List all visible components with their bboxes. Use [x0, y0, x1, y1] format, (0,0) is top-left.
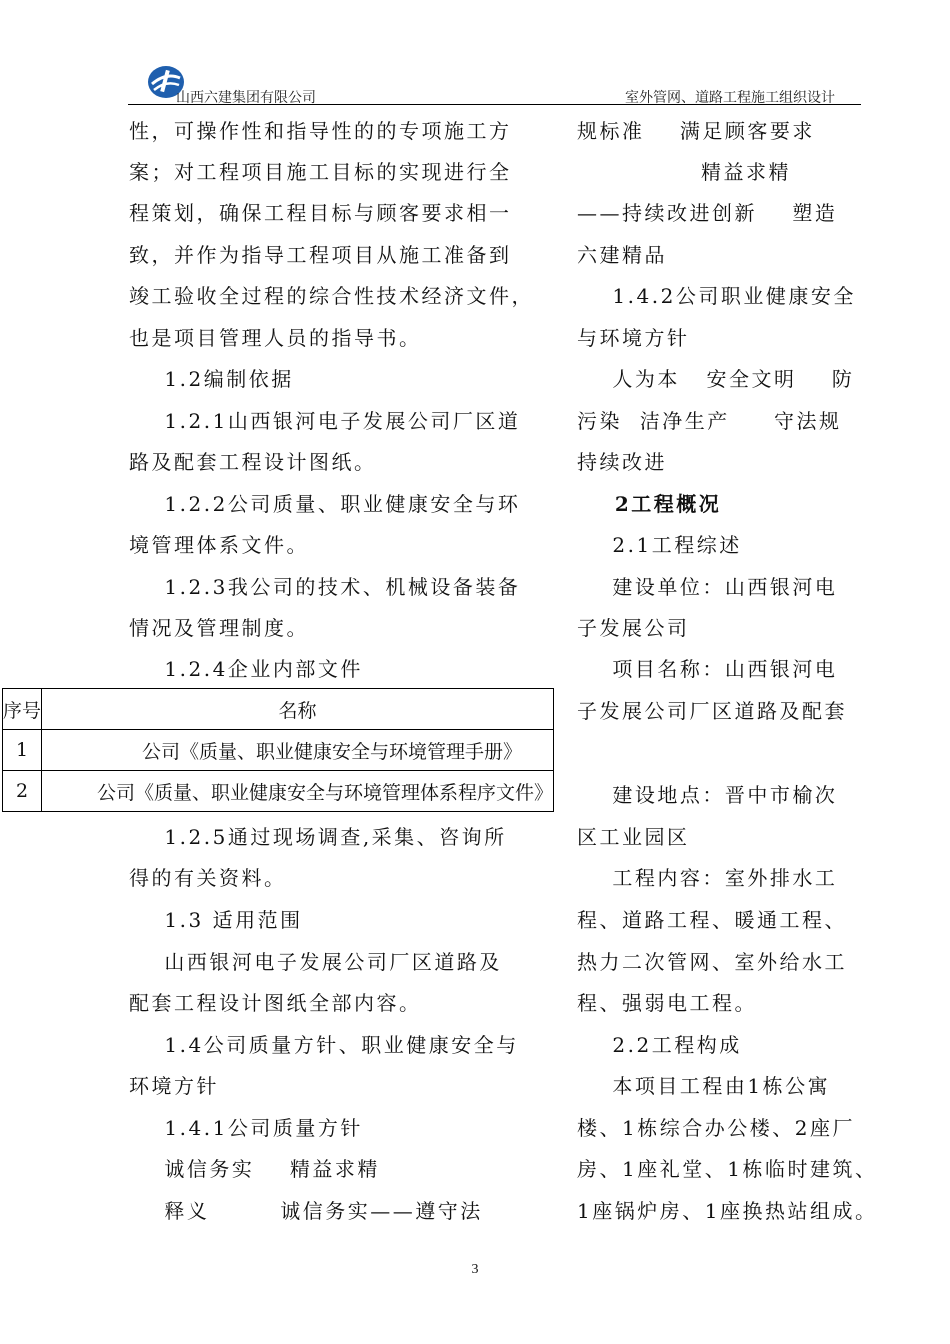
body-line: 1.2.1山西银河电子发展公司厂区道	[129, 409, 521, 433]
header-document-title: 室外管网、道路工程施工组织设计	[625, 90, 835, 106]
body-line: 1.2.3我公司的技术、机械设备装备	[129, 575, 521, 599]
table-cell: 2	[3, 771, 42, 812]
table-row	[3, 771, 554, 812]
body-line: 规标准 满足顾客要求	[577, 119, 815, 143]
body-line: 与环境方针	[577, 326, 690, 350]
table-cell: 公司《质量、职业健康安全与环境管理体系程序文件》	[42, 771, 554, 812]
body-line: 子发展公司	[577, 616, 690, 640]
body-line: 精益求精	[577, 160, 792, 184]
table-row	[3, 730, 554, 771]
table-cell: 公司《质量、职业健康安全与环境管理手册》	[42, 730, 554, 771]
body-line: 环境方针	[129, 1074, 219, 1098]
body-line: ——持续改进创新 塑造	[577, 201, 838, 225]
body-line: 房、1座礼堂、1栋临时建筑、	[577, 1157, 878, 1181]
body-line: 污染 洁净生产 守法规	[577, 409, 842, 433]
body-line: 1.2.5通过现场调查,采集、咨询所	[129, 825, 507, 849]
body-line: 热力二次管网、室外给水工	[577, 950, 847, 974]
header-divider	[128, 104, 861, 105]
table-cell: 1	[3, 730, 42, 771]
body-line: 致，并作为指导工程项目从施工准备到	[129, 243, 512, 267]
body-line: 1.4.2公司职业健康安全	[577, 284, 856, 308]
body-line: 1.2.4企业内部文件	[129, 657, 363, 681]
header-company-name: 山西六建集团有限公司	[176, 90, 316, 106]
body-line: 程、道路工程、暖通工程、	[577, 908, 847, 932]
body-line: 楼、1栋综合办公楼、2座厂	[577, 1116, 855, 1140]
body-line: 得的有关资料。	[129, 866, 287, 890]
body-line: 建设单位：山西银河电	[577, 575, 838, 599]
body-line: 1.4.1公司质量方针	[129, 1116, 363, 1140]
body-line: 1座锅炉房、1座换热站组成。	[577, 1199, 878, 1223]
page-number: 3	[471, 1262, 479, 1277]
body-line: 性，可操作性和指导性的的专项施工方	[129, 119, 512, 143]
body-line: 本项目工程由1栋公寓	[577, 1074, 831, 1098]
body-line: 项目名称：山西银河电	[577, 657, 838, 681]
body-line: 也是项目管理人员的指导书。	[129, 326, 422, 350]
body-line: 情况及管理制度。	[129, 616, 309, 640]
section-heading: 1.3 适用范围	[129, 908, 303, 932]
section-heading: 2.2工程构成	[577, 1033, 742, 1057]
internal-documents-table	[2, 688, 554, 812]
body-line: 程策划，确保工程目标与顾客要求相一	[129, 201, 512, 225]
body-line: 工程内容：室外排水工	[577, 866, 838, 890]
body-line: 诚信务实 精益求精	[129, 1157, 380, 1181]
body-line: 持续改进	[577, 450, 667, 474]
body-line: 境管理体系文件。	[129, 533, 309, 557]
body-line: 子发展公司厂区道路及配套	[577, 699, 847, 723]
body-line: 程、强弱电工程。	[577, 991, 757, 1015]
body-line: 释义 诚信务实——遵守法	[129, 1199, 483, 1223]
body-line: 1.4公司质量方针、职业健康安全与	[129, 1033, 519, 1057]
body-line: 区工业园区	[577, 825, 690, 849]
body-line: 建设地点：晋中市榆次	[577, 783, 838, 807]
body-line: 1.2.2公司质量、职业健康安全与环	[129, 492, 521, 516]
table-header-row	[3, 689, 554, 730]
table-header-cell: 名称	[42, 689, 554, 730]
body-line: 山西银河电子发展公司厂区道路及	[129, 950, 502, 974]
section-heading: 2.1工程综述	[577, 533, 742, 557]
body-line: 配套工程设计图纸全部内容。	[129, 991, 422, 1015]
section-heading: 1.2编制依据	[129, 367, 294, 391]
chapter-heading: 2工程概况	[577, 492, 722, 516]
body-line: 路及配套工程设计图纸。	[129, 450, 377, 474]
body-line: 竣工验收全过程的综合性技术经济文件，	[129, 284, 534, 308]
table-header-cell: 序号	[3, 689, 42, 730]
body-line: 人为本 安全文明 防	[577, 367, 855, 391]
body-line: 六建精品	[577, 243, 667, 267]
body-line: 案；对工程项目施工目标的实现进行全	[129, 160, 512, 184]
